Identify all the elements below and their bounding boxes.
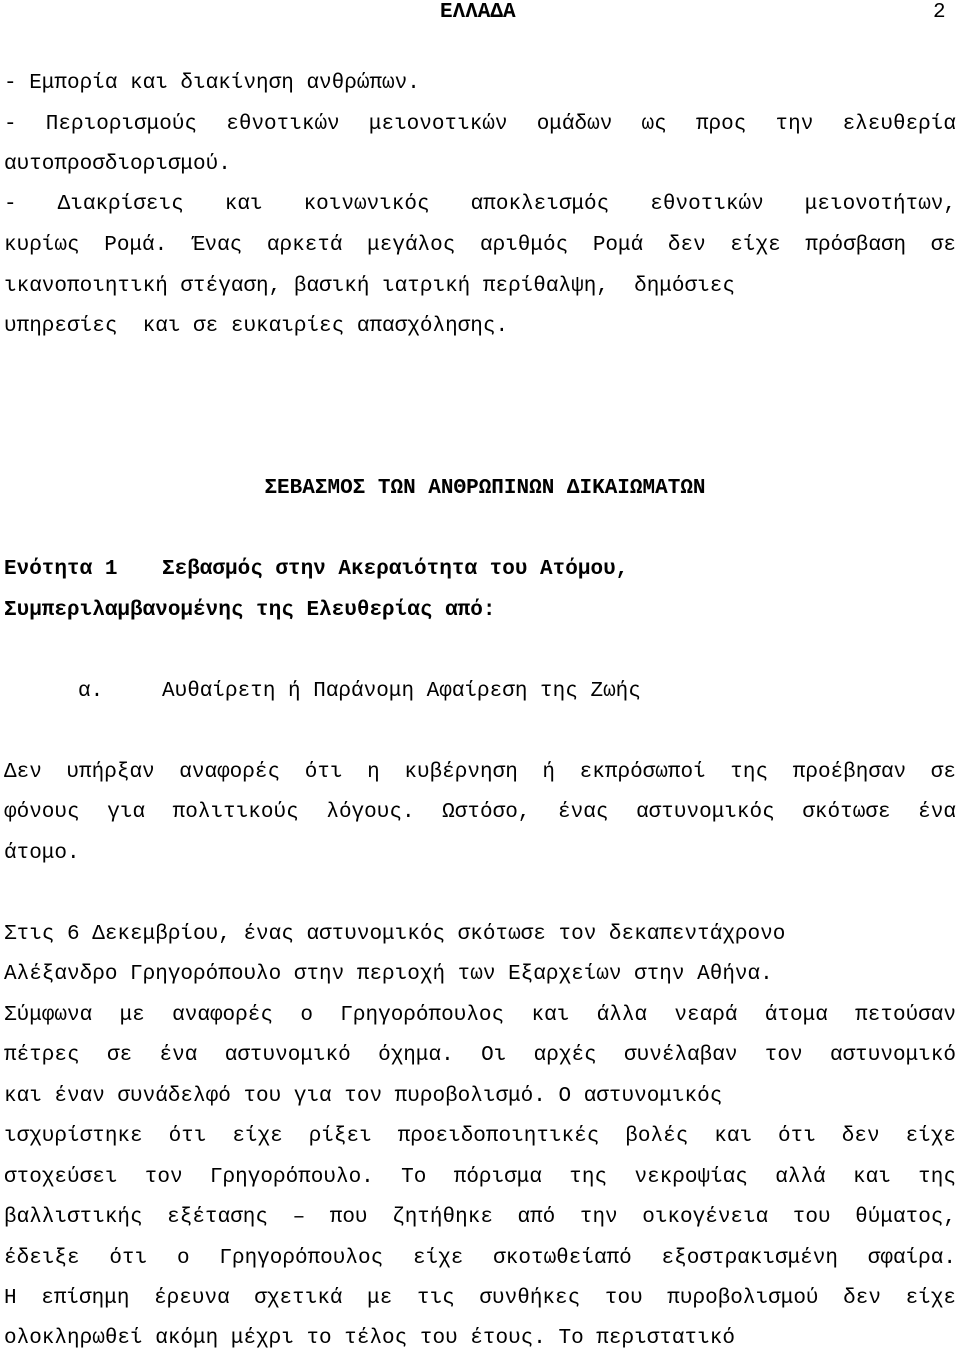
intro-line: - Διακρίσεις και κοινωνικός αποκλεισμός εθνοτικών μειονοτήτων,	[4, 193, 956, 216]
section-heading: ΣΕΒΑΣΜΟΣ ΤΩΝ ΑΝΘΡΩΠΙΝΩΝ ΔΙΚΑΙΩΜΑΤΩΝ	[264, 477, 706, 500]
section-title-line: Συμπεριλαμβανομένης της Ελευθερίας από:	[4, 599, 496, 622]
intro-line: υπηρεσίες και σε ευκαιρίες απασχόλησης.	[4, 315, 509, 338]
header-title: ΕΛΛΑΔΑ	[440, 1, 516, 24]
paragraph-line: Σύμφωνα με αναφορές ο Γρηγορόπουλος και άλλα νεαρά άτομα πετούσαν	[4, 1004, 956, 1027]
paragraph-line: Αλέξανδρο Γρηγορόπουλο στην περιοχή των Εξαρχείων στην Αθήνα.	[4, 963, 773, 986]
intro-line: αυτοπροσδιορισμού.	[4, 153, 231, 176]
paragraph-line: Η επίσημη έρευνα σχετικά με τις συνθήκες του πυροβολισμού δεν είχε	[4, 1287, 956, 1310]
section-title-line: Σεβασμός στην Ακεραιότητα του Ατόμου,	[162, 558, 629, 581]
paragraph-line: βαλλιστικής εξέτασης – που ζητήθηκε από την οικογένεια του θύματος,	[4, 1206, 956, 1229]
subsection-title-text: Αυθαίρετη ή Παράνομη Αφαίρεση της Ζωής	[162, 680, 641, 703]
intro-line: ικανοποιητική στέγαση, βασική ιατρική περίθαλψη, δημόσιες	[4, 275, 735, 298]
paragraph-line: ολοκληρωθεί ακόμη μέχρι το τέλος του έτους. Το περιστατικό	[4, 1327, 735, 1350]
intro-line: κυρίως Ρομά. Ένας αρκετά μεγάλος αριθμός Ρομά δεν είχε πρόσβαση σε	[4, 234, 956, 257]
paragraph-line: και έναν συνάδελφό του για τον πυροβολισμό. Ο αστυνομικός	[4, 1085, 723, 1108]
paragraph-line: Στις 6 Δεκεμβρίου, ένας αστυνομικός σκότωσε τον δεκαπεντάχρονο	[4, 923, 786, 946]
paragraph-line: φόνους για πολιτικούς λόγους. Ωστόσο, ένας αστυνομικός σκότωσε ένα	[4, 801, 956, 824]
intro-line: - Εμπορία και διακίνηση ανθρώπων.	[4, 72, 420, 95]
section-number: Ενότητα 1	[4, 558, 118, 581]
paragraph-line: στοχεύσει τον Γρηγορόπουλο. Το πόρισμα της νεκροψίας αλλά και της	[4, 1166, 956, 1189]
paragraph-line: πέτρες σε ένα αστυνομικό όχημα. Οι αρχές συνέλαβαν τον αστυνομικό	[4, 1044, 956, 1067]
paragraph-line: έδειξε ότι ο Γρηγορόπουλος είχε σκοτωθείαπό εξοστρακισμένη σφαίρα.	[4, 1247, 956, 1270]
paragraph-line: ισχυρίστηκε ότι είχε ρίξει προειδοποιητικές βολές και ότι δεν είχε	[4, 1125, 956, 1148]
page-number: 2	[933, 1, 946, 24]
paragraph-line: Δεν υπήρξαν αναφορές ότι η κυβέρνηση ή εκπρόσωποί της προέβησαν σε	[4, 761, 956, 784]
paragraph-line: άτομο.	[4, 842, 80, 865]
intro-line: - Περιορισμούς εθνοτικών μειονοτικών ομάδων ως προς την ελευθερία	[4, 113, 956, 136]
subsection-marker: α.	[78, 680, 104, 703]
